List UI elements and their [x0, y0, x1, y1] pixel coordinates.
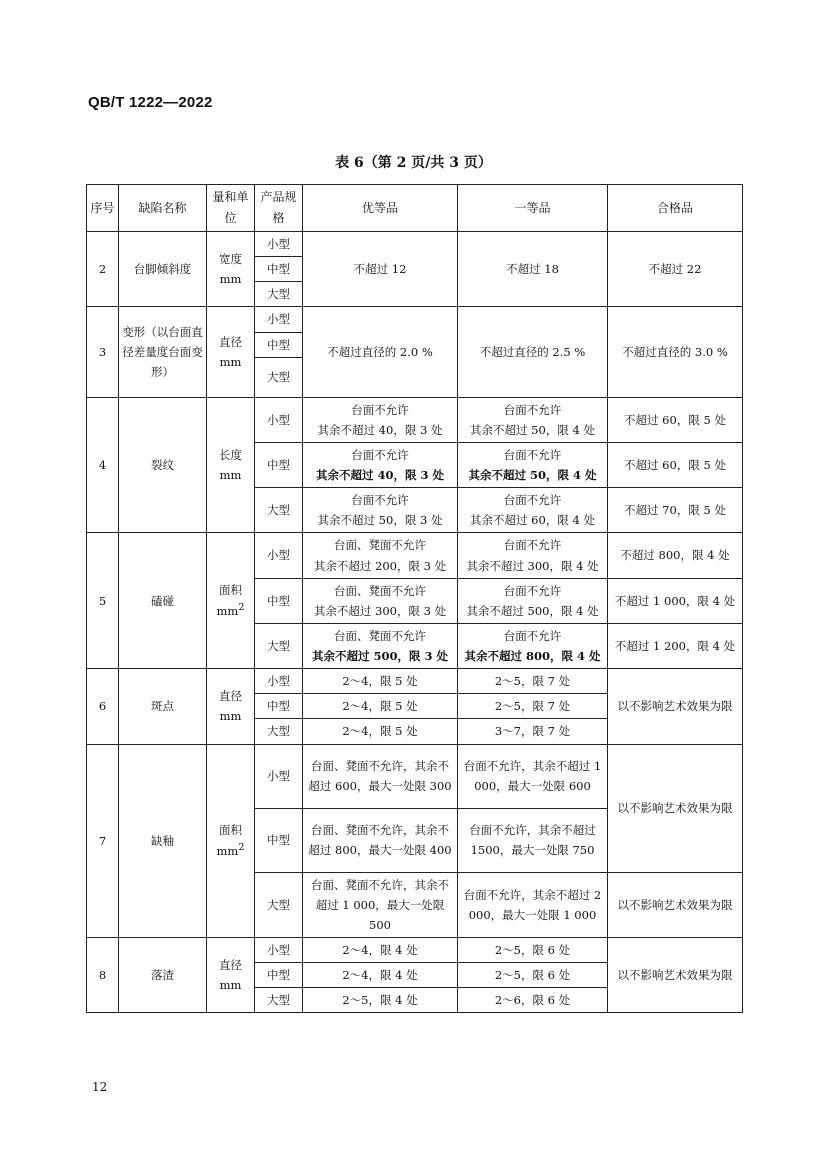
first-line: 其余不超过 300，限 4 处: [466, 558, 599, 573]
row-unit: 宽度mm: [207, 232, 255, 307]
premium-line: 台面不允许: [351, 447, 409, 462]
first-line: 其余不超过 500，限 4 处: [466, 603, 599, 618]
premium-value: 不超过 12: [303, 232, 458, 307]
row-unit: 直径mm: [207, 669, 255, 744]
premium-value: [303, 533, 458, 578]
premium-line: 台面不允许: [351, 493, 409, 508]
row-unit: 面积 $mm^2$: [207, 533, 255, 669]
size-small: 小型: [255, 397, 303, 442]
unit-symbol: mm: [216, 604, 239, 619]
size-small: 小型: [255, 533, 303, 578]
table-row: [87, 744, 743, 808]
premium-value: [303, 442, 458, 487]
size-medium: 中型: [255, 963, 303, 988]
first-value: [458, 533, 608, 578]
first-value: 2～5，限 7 处: [458, 694, 608, 719]
size-small: 小型: [255, 669, 303, 694]
col-header-size: 产品规格: [255, 185, 303, 232]
size-large: 大型: [255, 623, 303, 668]
first-value: 台面不允许，其余不超过 1500，最大一处限 750: [458, 808, 608, 872]
col-header-qualified: 合格品: [608, 185, 743, 232]
first-line: 台面不允许: [503, 447, 562, 462]
size-small: 小型: [255, 937, 303, 962]
row-defect: 变形（以台面直径差量度台面变形）: [119, 307, 207, 397]
table-title: 表 6（第 2 页/共 3 页）: [335, 155, 492, 171]
first-value: 2～6，限 6 处: [458, 988, 608, 1013]
row-no: 8: [87, 937, 119, 1012]
col-header-defect: 缺陷名称: [119, 185, 207, 232]
premium-line: 其余不超过 200，限 3 处: [313, 558, 447, 573]
premium-value: 台面、凳面不允许，其余不超过 800，最大一处限 400: [303, 808, 458, 872]
premium-value: [303, 623, 458, 668]
row-defect: 磕碰: [119, 533, 207, 669]
first-value: 3～7，限 7 处: [458, 719, 608, 744]
size-medium: 中型: [255, 442, 303, 487]
table-row: [87, 533, 743, 578]
document-code: QB/T 1222—2022: [88, 94, 213, 111]
first-line: 台面不允许: [503, 628, 562, 643]
first-value: [458, 578, 608, 623]
size-small: 小型: [255, 307, 303, 332]
premium-value: 台面、凳面不允许，其余不超过 1 000，最大一处限 500: [303, 872, 458, 937]
first-line: 台面不允许: [503, 538, 562, 553]
qualified-value: 不超过 800，限 4 处: [608, 533, 743, 578]
premium-value: [303, 578, 458, 623]
premium-value: 2～4，限 5 处: [303, 719, 458, 744]
premium-line: 台面、凳面不允许: [334, 628, 426, 643]
premium-value: 2～5，限 4 处: [303, 988, 458, 1013]
first-value: [458, 623, 608, 668]
row-no: 7: [87, 744, 119, 937]
premium-line: 台面、凳面不允许: [334, 538, 426, 553]
row-defect: 落渣: [119, 937, 207, 1012]
first-line: 其余不超过 50，限 4 处: [468, 468, 597, 482]
col-header-first: 一等品: [458, 185, 608, 232]
first-line: 台面不允许: [503, 402, 562, 417]
table-row: [87, 397, 743, 442]
row-no: 3: [87, 307, 119, 397]
premium-value: 不超过直径的 2.0 %: [303, 307, 458, 397]
col-header-premium: 优等品: [303, 185, 458, 232]
premium-line: 其余不超过 50，限 3 处: [317, 513, 443, 528]
unit-symbol: mm: [216, 844, 239, 859]
row-defect: 台脚倾斜度: [119, 232, 207, 307]
first-value: 不超过直径的 2.5 %: [458, 307, 608, 397]
qualified-value: 以不影响艺术效果为限: [608, 937, 743, 1012]
premium-value: [303, 397, 458, 442]
row-defect: 斑点: [119, 669, 207, 744]
premium-value: 2～4，限 5 处: [303, 669, 458, 694]
qualified-value: 不超过 60，限 5 处: [608, 397, 743, 442]
row-defect: 裂纹: [119, 397, 207, 533]
table-row: [87, 307, 743, 332]
first-line: 其余不超过 800，限 4 处: [464, 649, 601, 663]
premium-value: [303, 488, 458, 533]
premium-line: 其余不超过 40，限 3 处: [315, 468, 444, 482]
table-row: [87, 232, 743, 257]
qualified-value: 不超过 70，限 5 处: [608, 488, 743, 533]
first-line: 其余不超过 50，限 4 处: [470, 422, 595, 437]
qualified-value: 不超过 1 200，限 4 处: [608, 623, 743, 668]
premium-value: 2～4，限 4 处: [303, 937, 458, 962]
size-large: 大型: [255, 719, 303, 744]
first-value: 2～5，限 6 处: [458, 963, 608, 988]
first-value: [458, 488, 608, 533]
row-unit: 长度mm: [207, 397, 255, 533]
table-row: [87, 937, 743, 962]
size-large: 大型: [255, 988, 303, 1013]
size-medium: 中型: [255, 257, 303, 282]
first-value: [458, 397, 608, 442]
premium-line: 台面不允许: [351, 402, 409, 417]
premium-line: 台面、凳面不允许: [334, 583, 426, 598]
premium-value: 台面、凳面不允许，其余不超过 600，最大一处限 300: [303, 744, 458, 808]
row-unit: 直径mm: [207, 937, 255, 1012]
row-unit: 直径mm: [207, 307, 255, 397]
first-line: 其余不超过 60，限 4 处: [470, 513, 595, 528]
first-value: 2～5，限 6 处: [458, 937, 608, 962]
row-no: 2: [87, 232, 119, 307]
size-medium: 中型: [255, 694, 303, 719]
unit-label: 面积: [219, 583, 242, 598]
row-no: 4: [87, 397, 119, 533]
first-value: 台面不允许，其余不超过 2 000，最大一处限 1 000: [458, 872, 608, 937]
qualified-value: 不超过 22: [608, 232, 743, 307]
first-value: 台面不允许，其余不超过 1 000，最大一处限 600: [458, 744, 608, 808]
premium-line: 其余不超过 500，限 3 处: [311, 649, 449, 663]
size-large: 大型: [255, 488, 303, 533]
col-header-no: 序号: [87, 185, 119, 232]
page-number: 12: [92, 1080, 108, 1094]
table-row: [87, 669, 743, 694]
size-large: 大型: [255, 282, 303, 307]
qualified-value: 以不影响艺术效果为限: [608, 669, 743, 744]
qualified-value: 不超过 60，限 5 处: [608, 442, 743, 487]
size-small: 小型: [255, 744, 303, 808]
size-medium: 中型: [255, 808, 303, 872]
size-medium: 中型: [255, 332, 303, 357]
size-small: 小型: [255, 232, 303, 257]
qualified-value: 以不影响艺术效果为限: [608, 872, 743, 937]
row-no: 6: [87, 669, 119, 744]
col-header-unit: 量和单位: [207, 185, 255, 232]
size-large: 大型: [255, 872, 303, 937]
first-line: 台面不允许: [503, 493, 562, 508]
premium-line: 其余不超过 300，限 3 处: [313, 603, 447, 618]
qualified-value: 不超过 1 000，限 4 处: [608, 578, 743, 623]
first-value: 不超过 18: [458, 232, 608, 307]
size-large: 大型: [255, 357, 303, 397]
row-unit: 面积 $mm^2$: [207, 744, 255, 937]
defect-spec-table: [86, 184, 743, 1013]
premium-value: 2～4，限 5 处: [303, 694, 458, 719]
table-header-row: [87, 185, 743, 232]
qualified-value: 以不影响艺术效果为限: [608, 744, 743, 872]
unit-label: 面积: [219, 823, 242, 838]
first-line: 台面不允许: [503, 583, 562, 598]
row-defect: 缺釉: [119, 744, 207, 937]
qualified-value: 不超过直径的 3.0 %: [608, 307, 743, 397]
size-medium: 中型: [255, 578, 303, 623]
first-value: 2～5，限 7 处: [458, 669, 608, 694]
premium-value: 2～4，限 4 处: [303, 963, 458, 988]
row-no: 5: [87, 533, 119, 669]
first-value: [458, 442, 608, 487]
premium-line: 其余不超过 40，限 3 处: [317, 422, 443, 437]
